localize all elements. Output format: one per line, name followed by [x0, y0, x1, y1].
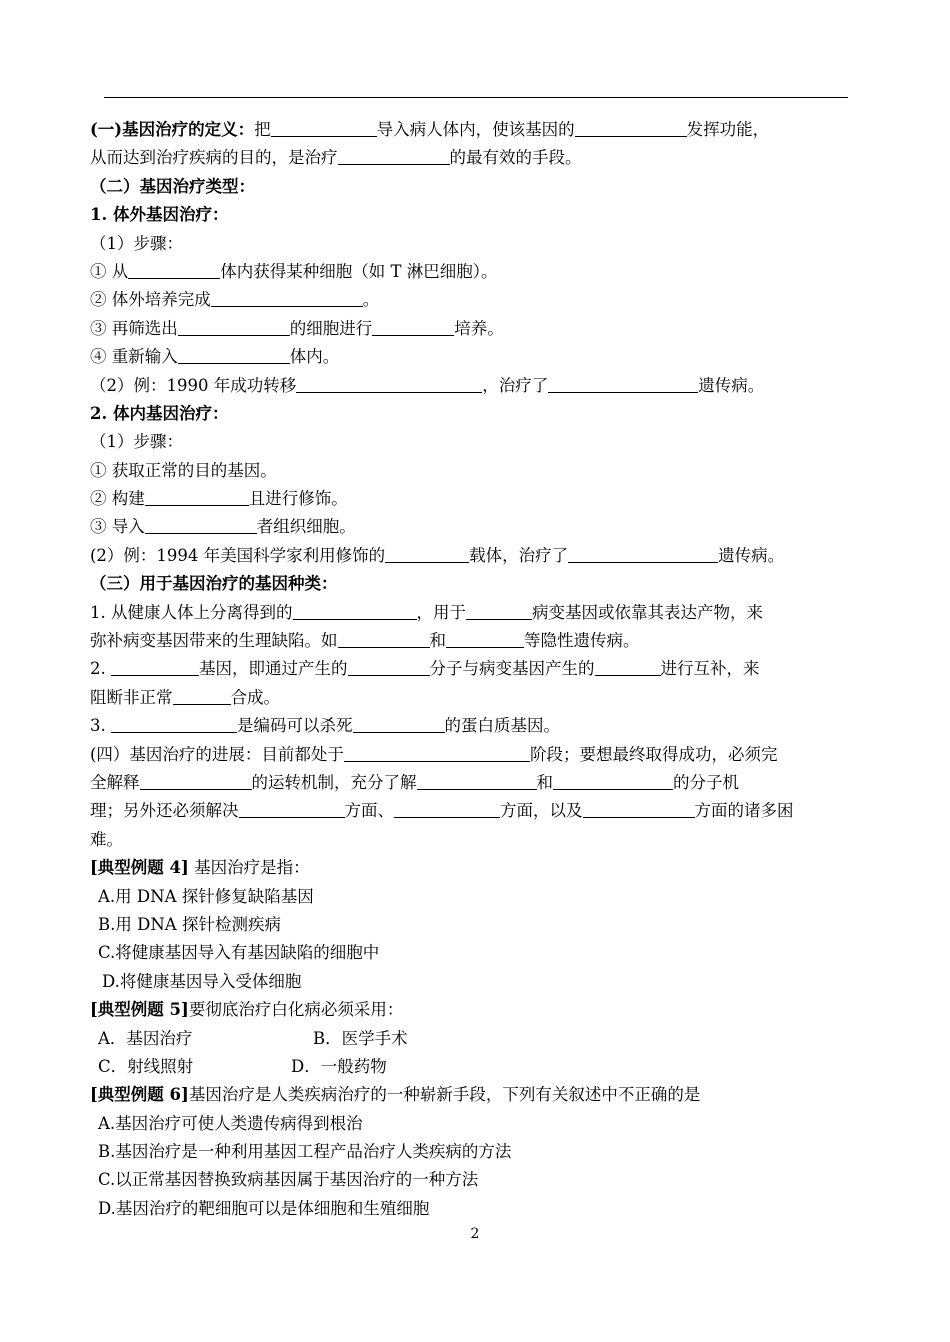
gene-type-1-line-1: 1. 从健康人体上分离得到的 ，用于 病变基因或依靠其表达产物，来 [90, 602, 763, 622]
gene-type-2-line-2: 阻断非正常 合成。 [90, 687, 280, 707]
blank [111, 714, 237, 733]
blank [446, 629, 524, 648]
definition-line-2: 从而达到治疗疾病的目的，是治疗 的最有效的手段。 [90, 148, 582, 168]
blank [338, 629, 430, 648]
question-6-option-d: D.基因治疗的靶细胞可以是体细胞和生殖细胞 [98, 1198, 430, 1218]
ex-vivo-example: （2）例：1990 年成功转移 ，治疗了 遗传病。 [90, 375, 765, 395]
ex-vivo-step-2: ② 体外培养完成 。 [90, 290, 380, 310]
blank [128, 260, 220, 279]
section-3-title: （三）用于基因治疗的基因种类： [90, 574, 338, 594]
blank [271, 118, 377, 137]
in-vivo-steps-label: （1）步骤： [90, 432, 183, 452]
in-vivo-step-1: ① 获取正常的目的基因。 [90, 460, 277, 480]
section-2-title: （二）基因治疗类型： [90, 176, 255, 196]
blank [583, 799, 695, 818]
blank [353, 714, 445, 733]
progress-line-1: (四）基因治疗的进展：目前都处于 阶段；要想最终取得成功，必须完 [90, 744, 778, 764]
question-4-option-c: C.将健康基因导入有基因缺陷的细胞中 [98, 943, 380, 963]
question-5-option-a: A．基因治疗 [98, 1028, 193, 1048]
ex-vivo-steps-label: （1）步骤： [90, 233, 183, 253]
ex-vivo-step-3: ③ 再筛选出 的细胞进行 培养。 [90, 318, 504, 338]
question-5-option-c: C．射线照射 [98, 1056, 194, 1076]
blank [140, 771, 252, 790]
question-4-option-b: B.用 DNA 探针检测疾病 [98, 914, 281, 934]
question-5-option-b: B．医学手术 [313, 1028, 408, 1048]
question-4-stem: [典型例题 4] 基因治疗是指： [90, 858, 310, 878]
blank [417, 771, 537, 790]
section-1-title: (一)基因治疗的定义： [90, 120, 255, 139]
blank [338, 146, 450, 165]
blank [296, 374, 482, 393]
blank [111, 657, 199, 676]
question-5-option-d: D．一般药物 [291, 1056, 387, 1076]
blank [372, 317, 454, 336]
blank [178, 317, 290, 336]
blank [293, 601, 417, 620]
gene-type-1-line-2: 弥补病变基因带来的生理缺陷。如 和 等隐性遗传病。 [90, 631, 640, 651]
blank [211, 288, 363, 307]
question-5-options-row-2 [90, 1053, 848, 1081]
page-content [90, 116, 848, 1223]
progress-line-2: 全解释 的运转机制，充分了解 和 的分子机 [90, 772, 739, 792]
blank [178, 345, 290, 364]
question-6-stem: [典型例题 6]基因治疗是人类疾病治疗的一种崭新手段，下列有关叙述中不正确的是 [90, 1085, 701, 1105]
blank [348, 657, 430, 676]
ex-vivo-step-1: ① 从 体内获得某种细胞（如 T 淋巴细胞）。 [90, 261, 498, 281]
blank [575, 118, 687, 137]
definition-line-1: (一)基因治疗的定义：把 导入病人体内，使该基因的 发挥功能， [90, 120, 770, 139]
page-number: 2 [470, 1226, 480, 1242]
gene-type-3: 3. 是编码可以杀死 的蛋白质基因。 [90, 716, 560, 736]
in-vivo-example: (2）例：1994 年美国科学家利用修饰的 载体，治疗了 遗传病。 [90, 545, 785, 565]
blank [145, 515, 257, 534]
question-5-tag: [典型例题 5] [90, 1000, 189, 1020]
blank [344, 743, 530, 762]
blank [568, 544, 718, 563]
gene-type-2-line-1: 2. 基因，即通过产生的 分子与病变基因产生的 进行互补，来 [90, 659, 760, 679]
question-6-option-a: A.基因治疗可使人类遗传病得到根治 [98, 1113, 363, 1133]
ex-vivo-step-4: ④ 重新输入 体内。 [90, 347, 340, 367]
header-rule [104, 97, 848, 98]
in-vivo-step-2: ② 构建 且进行修饰。 [90, 489, 348, 509]
progress-line-3: 理；另外还必须解决 方面、 方面，以及 方面的诸多困 [90, 801, 794, 821]
question-5-stem: [典型例题 5]要彻底治疗白化病必须采用： [90, 1000, 404, 1020]
blank [394, 799, 500, 818]
question-4-option-a: A.用 DNA 探针修复缺陷基因 [98, 886, 314, 906]
blank [385, 544, 469, 563]
blank [595, 657, 661, 676]
blank [173, 686, 231, 705]
blank [466, 601, 532, 620]
question-6-tag: [典型例题 6] [90, 1085, 189, 1105]
question-4-option-d: D.将健康基因导入受体细胞 [102, 971, 302, 991]
question-6-option-b: B.基因治疗是一种利用基因工程产品治疗人类疾病的方法 [98, 1142, 512, 1162]
question-4-tag: [典型例题 4] [90, 858, 189, 878]
blank [145, 487, 249, 506]
in-vivo-title: 2. 体内基因治疗： [90, 403, 229, 423]
question-5-options-row-1 [90, 1025, 848, 1053]
ex-vivo-title: 1. 体外基因治疗： [90, 205, 229, 225]
blank [548, 374, 698, 393]
blank [239, 799, 345, 818]
progress-line-4: 难。 [90, 829, 123, 849]
question-6-option-c: C.以正常基因替换致病基因属于基因治疗的一种方法 [98, 1170, 479, 1190]
blank [553, 771, 673, 790]
in-vivo-step-3: ③ 导入 者组织细胞。 [90, 517, 356, 537]
